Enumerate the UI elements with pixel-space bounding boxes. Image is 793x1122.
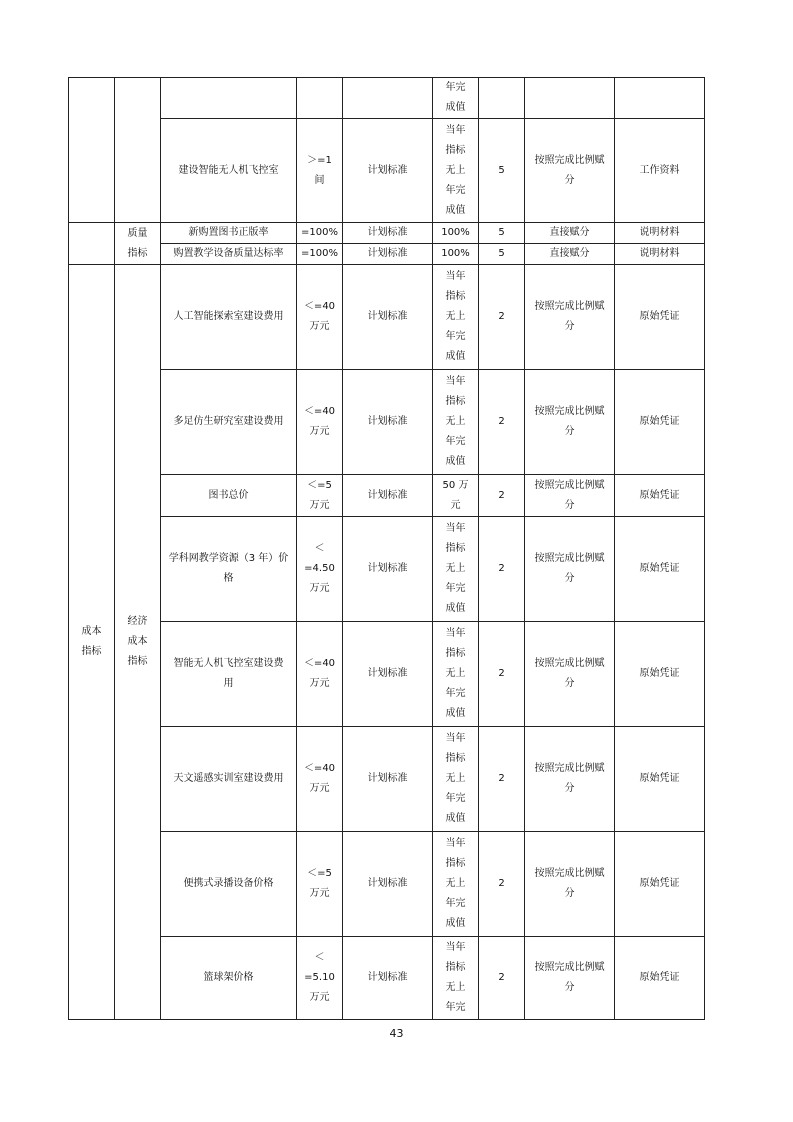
indicator-cell: 建设智能无人机飞控室 [161,119,297,223]
method-cell: 按照完成比例赋 分 [525,119,615,223]
score-cell: 2 [479,517,525,622]
indicator-cell: 便携式录播设备价格 [161,832,297,937]
standard-cell: 计划标准 [343,370,433,475]
indicator-cell: 图书总价 [161,475,297,517]
source-cell: 工作资料 [615,119,705,223]
standard-cell: 计划标准 [343,223,433,244]
indicator-cell: 天文遥感实训室建设费用 [161,727,297,832]
value-cell: ＜=40 万元 [297,265,343,370]
table-row [69,937,705,1020]
standard-cell: 计划标准 [343,119,433,223]
score-cell [479,78,525,119]
table-row [69,223,705,244]
method-cell: 按照完成比例赋 分 [525,370,615,475]
score-cell: 5 [479,223,525,244]
source-cell: 原始凭证 [615,370,705,475]
score-cell: 2 [479,475,525,517]
method-cell: 按照完成比例赋 分 [525,937,615,1020]
method-cell: 按照完成比例赋 分 [525,622,615,727]
basis-cell: 当年 指标 无上 年完 成值 [433,517,479,622]
value-cell: ＜=40 万元 [297,727,343,832]
score-cell: 2 [479,832,525,937]
basis-cell: 当年 指标 无上 年完 成值 [433,265,479,370]
cost-level1-label: 成本 指标 [69,265,115,1020]
table-row [69,265,705,370]
value-cell: ＜ =5.10 万元 [297,937,343,1020]
indicator-cell: 篮球架价格 [161,937,297,1020]
source-cell: 原始凭证 [615,727,705,832]
standard-cell [343,78,433,119]
score-cell: 2 [479,622,525,727]
source-cell: 原始凭证 [615,265,705,370]
value-cell: =100% [297,244,343,265]
method-cell: 按照完成比例赋 分 [525,832,615,937]
value-cell: ＜ =4.50 万元 [297,517,343,622]
basis-cell: 当年 指标 无上 年完 成值 [433,622,479,727]
score-cell: 2 [479,727,525,832]
source-cell: 原始凭证 [615,622,705,727]
source-cell: 说明材料 [615,244,705,265]
indicator-cell: 学科网教学资源（3 年）价 格 [161,517,297,622]
indicator-cell: 智能无人机飞控室建设费 用 [161,622,297,727]
indicator-cell: 多足仿生研究室建设费用 [161,370,297,475]
standard-cell: 计划标准 [343,475,433,517]
value-cell: ＜=5 万元 [297,832,343,937]
basis-cell: 年完 成值 [433,78,479,119]
level1-cell [69,78,115,223]
indicator-cell [161,78,297,119]
standard-cell: 计划标准 [343,937,433,1020]
source-cell [615,78,705,119]
basis-cell: 100% [433,223,479,244]
value-cell: =100% [297,223,343,244]
table-row [69,475,705,517]
table-row [69,727,705,832]
table-row [69,119,705,223]
method-cell: 按照完成比例赋 分 [525,265,615,370]
score-cell: 5 [479,244,525,265]
table-row [69,78,705,119]
basis-cell: 当年 指标 无上 年完 [433,937,479,1020]
source-cell: 原始凭证 [615,937,705,1020]
standard-cell: 计划标准 [343,622,433,727]
basis-cell: 当年 指标 无上 年完 成值 [433,370,479,475]
basis-cell: 100% [433,244,479,265]
indicator-cell: 购置教学设备质量达标率 [161,244,297,265]
quality-label: 质量 指标 [115,223,161,265]
score-cell: 2 [479,937,525,1020]
indicator-cell: 人工智能探索室建设费用 [161,265,297,370]
source-cell: 说明材料 [615,223,705,244]
method-cell: 按照完成比例赋 分 [525,517,615,622]
basis-cell: 当年 指标 无上 年完 成值 [433,119,479,223]
method-cell: 按照完成比例赋 分 [525,475,615,517]
standard-cell: 计划标准 [343,265,433,370]
source-cell: 原始凭证 [615,517,705,622]
standard-cell: 计划标准 [343,727,433,832]
level2-cell [115,78,161,223]
value-cell: ＜=5 万元 [297,475,343,517]
value-cell: ＜=40 万元 [297,622,343,727]
table-row [69,832,705,937]
indicator-table [68,77,705,1020]
basis-cell: 当年 指标 无上 年完 成值 [433,727,479,832]
table-body [69,78,705,1020]
table-row [69,517,705,622]
score-cell: 5 [479,119,525,223]
source-cell: 原始凭证 [615,832,705,937]
method-cell [525,78,615,119]
method-cell: 直接赋分 [525,223,615,244]
standard-cell: 计划标准 [343,244,433,265]
method-cell: 按照完成比例赋 分 [525,727,615,832]
page-number: 43 [389,1027,404,1040]
basis-cell: 当年 指标 无上 年完 成值 [433,832,479,937]
standard-cell: 计划标准 [343,517,433,622]
score-cell: 2 [479,265,525,370]
value-cell: ＞=1 间 [297,119,343,223]
score-cell: 2 [479,370,525,475]
indicator-cell: 新购置图书正版率 [161,223,297,244]
table-row [69,370,705,475]
cost-level2-label: 经济 成本 指标 [115,265,161,1020]
level1-cell [69,223,115,265]
table-row [69,244,705,265]
value-cell [297,78,343,119]
standard-cell: 计划标准 [343,832,433,937]
basis-cell: 50 万 元 [433,475,479,517]
value-cell: ＜=40 万元 [297,370,343,475]
method-cell: 直接赋分 [525,244,615,265]
source-cell: 原始凭证 [615,475,705,517]
table-row [69,622,705,727]
